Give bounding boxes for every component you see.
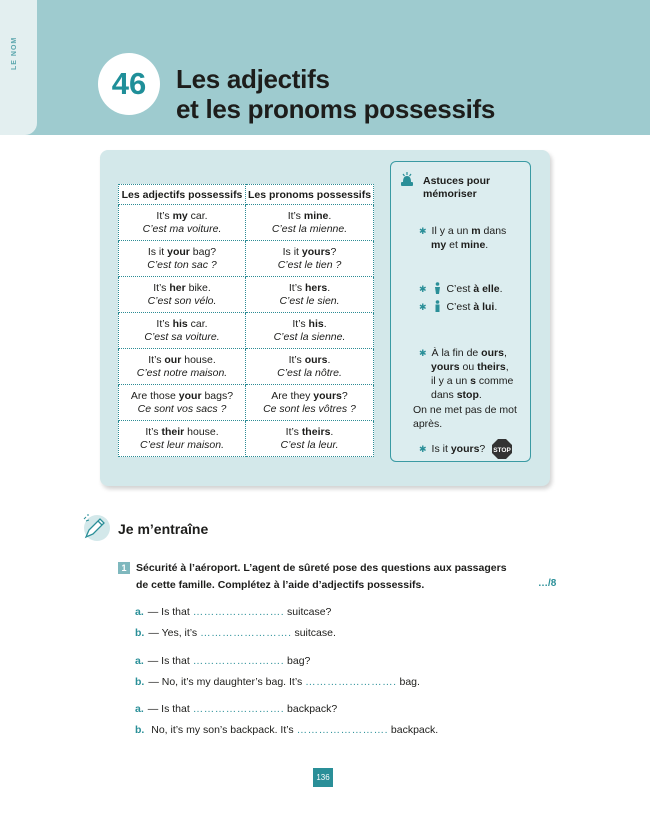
answer-blank[interactable]: ……………………. bbox=[296, 724, 388, 736]
exercise-line: b. No, it’s my son’s backpack. It’s ……………………. backpack. bbox=[135, 724, 439, 736]
tips-title: Astuces pour mémoriser bbox=[423, 175, 491, 200]
title-line-2: et les pronoms possessifs bbox=[176, 94, 496, 124]
adjective-cell: It’s my car. C’est ma voiture. bbox=[119, 205, 246, 241]
memo-icon bbox=[399, 172, 415, 188]
exercise-instruction: Sécurité à l’aéroport. L’agent de sûreté pose des questions aux passagers de cette famille. Complétez à l’aide d’adjectifs possessifs. bbox=[136, 562, 507, 591]
title-line-1: Les adjectifs bbox=[176, 64, 330, 94]
table-row bbox=[119, 349, 374, 385]
pronoun-cell: Are they yours? Ce sont les vôtres ? bbox=[246, 385, 374, 421]
table-row bbox=[119, 385, 374, 421]
star-icon: ✱ bbox=[419, 302, 427, 312]
tip-m: ✱ Il y a un m dans my et mine. bbox=[419, 225, 507, 251]
page-number: 136 bbox=[313, 768, 333, 787]
pronoun-cell: It’s ours. C’est la nôtre. bbox=[246, 349, 374, 385]
table-header-adjectives: Les adjectifs possessifs bbox=[119, 185, 246, 205]
answer-blank[interactable]: ……………………. bbox=[192, 703, 285, 715]
answer-blank[interactable]: ……………………. bbox=[305, 676, 397, 688]
tip-example: ✱ Is it yours? STOP bbox=[419, 438, 513, 460]
man-icon bbox=[434, 300, 441, 312]
adjective-cell: Are those your bags? Ce sont vos sacs ? bbox=[119, 385, 246, 421]
exercise-line: b. — No, it’s my daughter’s bag. It’s ……………………. bag. bbox=[135, 676, 420, 688]
exercise-line: b. — Yes, it’s ……………………. suitcase. bbox=[135, 627, 336, 639]
adjective-cell: Is it your bag? C’est ton sac ? bbox=[119, 241, 246, 277]
line-label: a. bbox=[135, 606, 144, 618]
table-row bbox=[119, 421, 374, 457]
line-label: b. bbox=[135, 724, 145, 736]
lesson-card bbox=[100, 150, 550, 486]
star-icon: ✱ bbox=[419, 348, 427, 358]
stop-sign-icon bbox=[491, 438, 513, 460]
pronoun-cell: It’s mine. C’est la mienne. bbox=[246, 205, 374, 241]
table-row bbox=[119, 241, 374, 277]
page-title bbox=[176, 64, 495, 124]
table-header-row bbox=[119, 185, 374, 205]
chapter-number: 46 bbox=[98, 53, 160, 115]
exercise-number: 1 bbox=[118, 562, 130, 574]
exercise-line: a. — Is that ……………………. bag? bbox=[135, 655, 311, 667]
answer-blank[interactable]: ……………………. bbox=[200, 627, 292, 639]
line-label: b. bbox=[135, 676, 145, 688]
table-row bbox=[119, 205, 374, 241]
table-row bbox=[119, 313, 374, 349]
exercise-score: …/8 bbox=[538, 578, 557, 589]
pronoun-cell: It’s hers. C’est le sien. bbox=[246, 277, 374, 313]
pronoun-cell: It’s his. C’est la sienne. bbox=[246, 313, 374, 349]
pronoun-cell: It’s theirs. C’est la leur. bbox=[246, 421, 374, 457]
side-tab bbox=[0, 0, 37, 135]
stop-sign-text: STOP bbox=[493, 447, 511, 454]
possessives-table bbox=[118, 184, 374, 457]
adjective-cell: It’s their house. C’est leur maison. bbox=[119, 421, 246, 457]
table-header-pronouns: Les pronoms possessifs bbox=[246, 185, 374, 205]
adjective-cell: It’s her bike. C’est son vélo. bbox=[119, 277, 246, 313]
answer-blank[interactable]: ……………………. bbox=[192, 606, 285, 618]
pronoun-cell: Is it yours? C’est le tien ? bbox=[246, 241, 374, 277]
exercise-line: a. — Is that ……………………. suitcase? bbox=[135, 606, 332, 618]
tip-no-word: On ne met pas de mot après. bbox=[413, 404, 517, 430]
star-icon: ✱ bbox=[419, 226, 427, 236]
line-label: a. bbox=[135, 655, 144, 667]
adjective-cell: It’s our house. C’est notre maison. bbox=[119, 349, 246, 385]
pencil-icon bbox=[80, 512, 110, 542]
side-tab-label: LE NOM bbox=[11, 36, 18, 70]
tips-box bbox=[390, 161, 531, 462]
answer-blank[interactable]: ……………………. bbox=[192, 655, 285, 667]
exercise-line: a. — Is that ……………………. backpack? bbox=[135, 703, 338, 715]
star-icon: ✱ bbox=[419, 284, 427, 294]
tip-elle: ✱ C’est à elle. bbox=[419, 283, 503, 295]
adjective-cell: It’s his car. C’est sa voiture. bbox=[119, 313, 246, 349]
tip-lui: ✱ C’est à lui. bbox=[419, 301, 498, 313]
line-label: a. bbox=[135, 703, 144, 715]
woman-icon bbox=[434, 282, 441, 294]
star-icon: ✱ bbox=[419, 443, 427, 454]
section-title: Je m’entraîne bbox=[118, 521, 209, 537]
tip-s: ✱ À la fin de ours, yours ou theirs, il y a un s comme dans stop. bbox=[419, 347, 514, 401]
table-row bbox=[119, 277, 374, 313]
line-label: b. bbox=[135, 627, 145, 639]
